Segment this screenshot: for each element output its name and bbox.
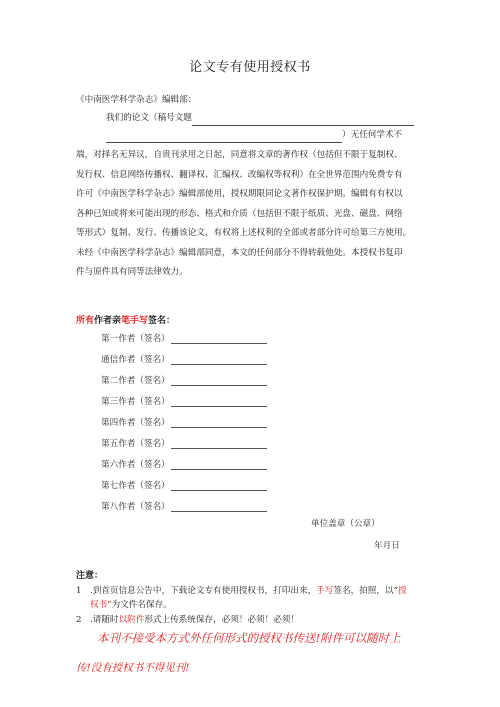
note-1-number: 1	[76, 586, 82, 596]
signer-label: 第五作者（签名）	[101, 439, 170, 449]
paragraph-line: 未经《中南医学科学杂志》编辑部同意，本文的任何部分不得转载他处。本授权书复印	[76, 247, 403, 258]
note-2-text-a: .请随时	[90, 615, 119, 625]
signature-line[interactable]	[171, 405, 267, 407]
note-2-attachment: 以附件	[118, 615, 145, 625]
intro-suffix: ）无任何学术不	[342, 130, 403, 140]
signer-label: 第一作者（签名）	[101, 334, 170, 344]
intro-line-2	[106, 128, 402, 143]
intro-line	[106, 111, 414, 126]
signature-line[interactable]	[171, 510, 267, 512]
signature-line[interactable]	[171, 384, 267, 386]
signature-line[interactable]	[171, 342, 267, 344]
signature-line[interactable]	[171, 468, 267, 470]
warning-line-2: 传!没有授权书不得见刊!	[76, 662, 190, 674]
paragraph-line: 端，对择名无异议，自贵刊录用之日起，同意将文章的著作权（包括但不限于复制权、	[76, 150, 403, 160]
signer-label: 第二作者（签名）	[101, 376, 170, 386]
note-2-text-c: 形式上传系统保存，必须！必须！必须！	[144, 615, 300, 625]
note-2	[76, 613, 299, 628]
note-1-handwritten: 手写	[316, 586, 334, 596]
sign-heading-handwritten: 笔手写	[121, 316, 149, 326]
signature-line[interactable]	[171, 363, 267, 365]
paragraph-line: 各种已知或将来可能出现的形态、格式和介质（包括但不限于纸质、光盘、磁盘、网络	[76, 208, 403, 219]
note-1	[76, 584, 407, 599]
sign-heading-authors: 作者亲	[94, 316, 122, 326]
paragraph-line: 件与原件具有同等法律效力。	[76, 267, 188, 277]
signer-label: 第七作者（签名）	[101, 481, 170, 491]
sign-heading-sign: 签名：	[148, 316, 176, 326]
signer-label: 通信作者（签名）	[101, 355, 170, 365]
sign-heading-all: 所有	[76, 316, 95, 326]
signer-label: 第八作者（签名）	[101, 502, 170, 512]
signer-label: 第六作者（签名）	[101, 460, 170, 470]
notes-heading: 注意：	[76, 571, 104, 581]
intro-prefix: 我们的论文（稿号文题	[106, 113, 192, 123]
paragraph-line: 等形式）复制、发行、传播该论文，有权将上述权利的全部或者部分许可给第三方使用。	[76, 228, 412, 238]
note-1-filename-start: 授	[397, 586, 407, 596]
paragraph-line: 发行权、信息网络传播权、翻译权、汇编权、改编权等权利）在全世界范围内免费专有	[76, 169, 403, 180]
title-blank-line-2	[106, 133, 342, 143]
unit-seal: 单位盖章（公章）	[311, 519, 380, 529]
signature-line[interactable]	[171, 489, 267, 491]
warning-line-1: 本刊不接受本方式外任何形式的授权书传送!附件可以随时上	[97, 631, 401, 645]
signature-line[interactable]	[171, 426, 267, 428]
paragraph-line: 许可《中南医学科学杂志》编辑部使用，授权期限同论文著作权保护期。编辑有有权以	[76, 189, 403, 199]
signature-heading	[76, 313, 175, 326]
authorization-paragraph	[76, 148, 411, 285]
note-1-filename-end: 权书”	[90, 600, 112, 610]
note-1-text-c: 签名，拍照，以“	[333, 586, 398, 596]
date-label: 年月日	[374, 541, 400, 551]
note-1-text-a: .到首页信息公告中，下载论文专有使用授权书，打印出来，	[90, 586, 317, 596]
signer-label: 第三作者（签名）	[101, 397, 170, 407]
signer-label: 第四作者（签名）	[101, 418, 170, 428]
signature-line[interactable]	[171, 447, 267, 449]
document-title: 论文专有使用授权书	[189, 60, 311, 75]
note-1-continued	[90, 598, 172, 613]
title-blank-line-1	[192, 116, 414, 126]
note-2-number: 2	[76, 615, 82, 625]
note-1-text-f: 为文件名保存。	[111, 600, 172, 610]
salutation: 《中南医学科学杂志》编辑部：	[76, 95, 197, 105]
